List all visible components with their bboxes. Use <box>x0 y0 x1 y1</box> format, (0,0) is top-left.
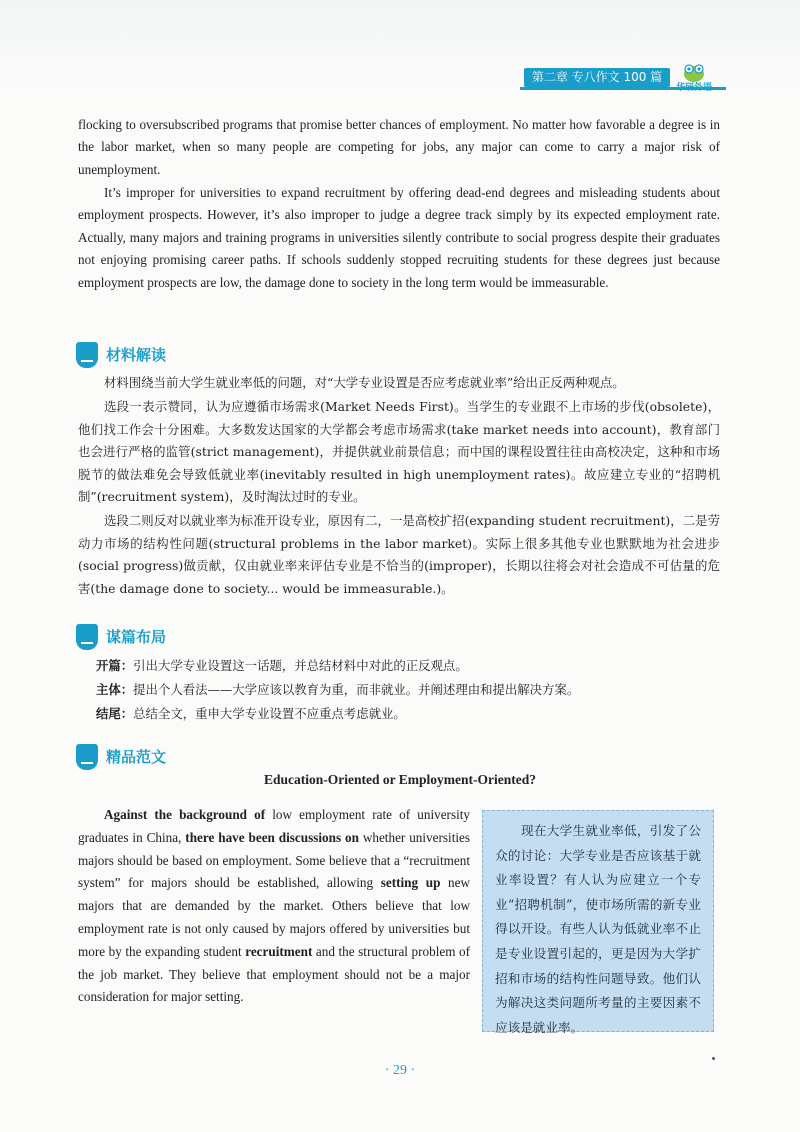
logo-text: 华研外语 <box>676 83 713 93</box>
bookmark-icon <box>76 624 98 650</box>
layout-item-body <box>96 680 579 698</box>
layout-label: 主体： <box>96 682 134 697</box>
chapter-tab: 第二章 专八作文 100 篇 <box>524 68 670 87</box>
section-title: 谋篇布局 <box>106 628 167 646</box>
material-paragraph-1: 材料围绕当前大学生就业率低的问题，对“大学专业设置是否应考虑就业率”给出正反两种观点。 <box>104 375 625 390</box>
material-paragraph-2: 选段一表示赞同，认为应遵循市场需求(Market Needs First)。当学生的专业跟不上市场的步伐(obsolete)，他们找工作会十分困难。大多数发达国家的大学都会考虑市场需求(take market needs into account)，教育部门也会进行严格的监管(strict management)，并提供就业前景信息；而中国的课程设置往往由高校决定，这种和市场脱节的做法难免会导致低就业率(inevitably resulted in high unemployment rates)。故应建立专业的“招聘机制”(recruitment system)，及时淘汰过时的专业。 <box>78 399 720 505</box>
layout-item-opening <box>96 656 468 674</box>
intro-paragraph-1: flocking to oversubscribed programs that promise better chances of employment. No matter how favorable a degree is in the labor market, when so many people are competing for jobs, any major can come to carry a major risk of unemployment. <box>78 117 720 177</box>
material-paragraph-3: 选段二则反对以就业率为标准开设专业，原因有二，一是高校扩招(expanding student recruitment)，二是劳动力市场的结构性问题(structural problems in the labor market)。实际上很多其他专业也默默地为社会进步(social progress)做贡献，仅由就业率来评估专业是不恰当的(improper)，长期以往将会对社会造成不可估量的危害(the damage done to society... would be immeasurable.)。 <box>78 513 720 596</box>
layout-label: 开篇： <box>96 658 134 673</box>
section-title: 精品范文 <box>106 748 167 766</box>
essay-phrase: there have been discussions on <box>185 829 359 845</box>
essay-paragraph: Against the background of low employment rate of university graduates in China, there have been discussions on whether universities majors should be based on employment. Some believe that a “recruitment system” for majors should be established, allowing setting up new majors that are demanded by the market. Others believe that low employment rate is not only caused by majors offered by universities but more by the expanding student recruitment and the structural problem of the job market. They believe that employment should not be a major consideration for major setting. <box>78 807 471 1005</box>
layout-item-ending <box>96 704 406 722</box>
page-mark <box>712 1057 715 1060</box>
bookmark-icon <box>76 342 98 368</box>
section-title: 材料解读 <box>106 346 167 364</box>
essay-phrase: setting up <box>380 875 441 891</box>
bookmark-icon <box>76 744 98 770</box>
translation-note-box: 现在大学生就业率低，引发了公众的讨论：大学专业是否应该基于就业率设置？有人认为应建立一个专业“招聘机制”，使市场所需的新专业得以开设。有些人认为低就业率不止是专业设置引起的，更是因为大学扩招和市场的结构性问题导致。他们认为解决这类问题所考量的主要因素不应该是就业率。 <box>482 810 714 1032</box>
layout-label: 结尾： <box>96 706 134 721</box>
essay-title: Education-Oriented or Employment-Oriented? <box>264 772 536 787</box>
intro-paragraph-2: It’s improper for universities to expand recruitment by offering dead-end degrees and misleading students about employment prospects. However, it’s also improper to judge a degree track simply by its expected employment rate. Actually, many majors and training programs in universities silently contribute to social progress despite their graduates not enjoying promising career paths. If schools suddenly stopped recruiting students for these degrees just because employment prospects are low, the damage done to society in the long term would be immeasurable. <box>78 185 720 290</box>
essay-phrase: Against the background of <box>104 807 266 822</box>
layout-text: 总结全文，重申大学专业设置不应重点考虑就业。 <box>133 706 406 721</box>
layout-text: 引出大学专业设置这一话题，并总结材料中对此的正反观点。 <box>133 658 468 673</box>
layout-text: 提出个人看法——大学应该以教育为重，而非就业。并阐述理由和提出解决方案。 <box>133 682 580 697</box>
essay-phrase: recruitment <box>245 943 313 959</box>
page-number: · 29 · <box>384 1063 416 1078</box>
